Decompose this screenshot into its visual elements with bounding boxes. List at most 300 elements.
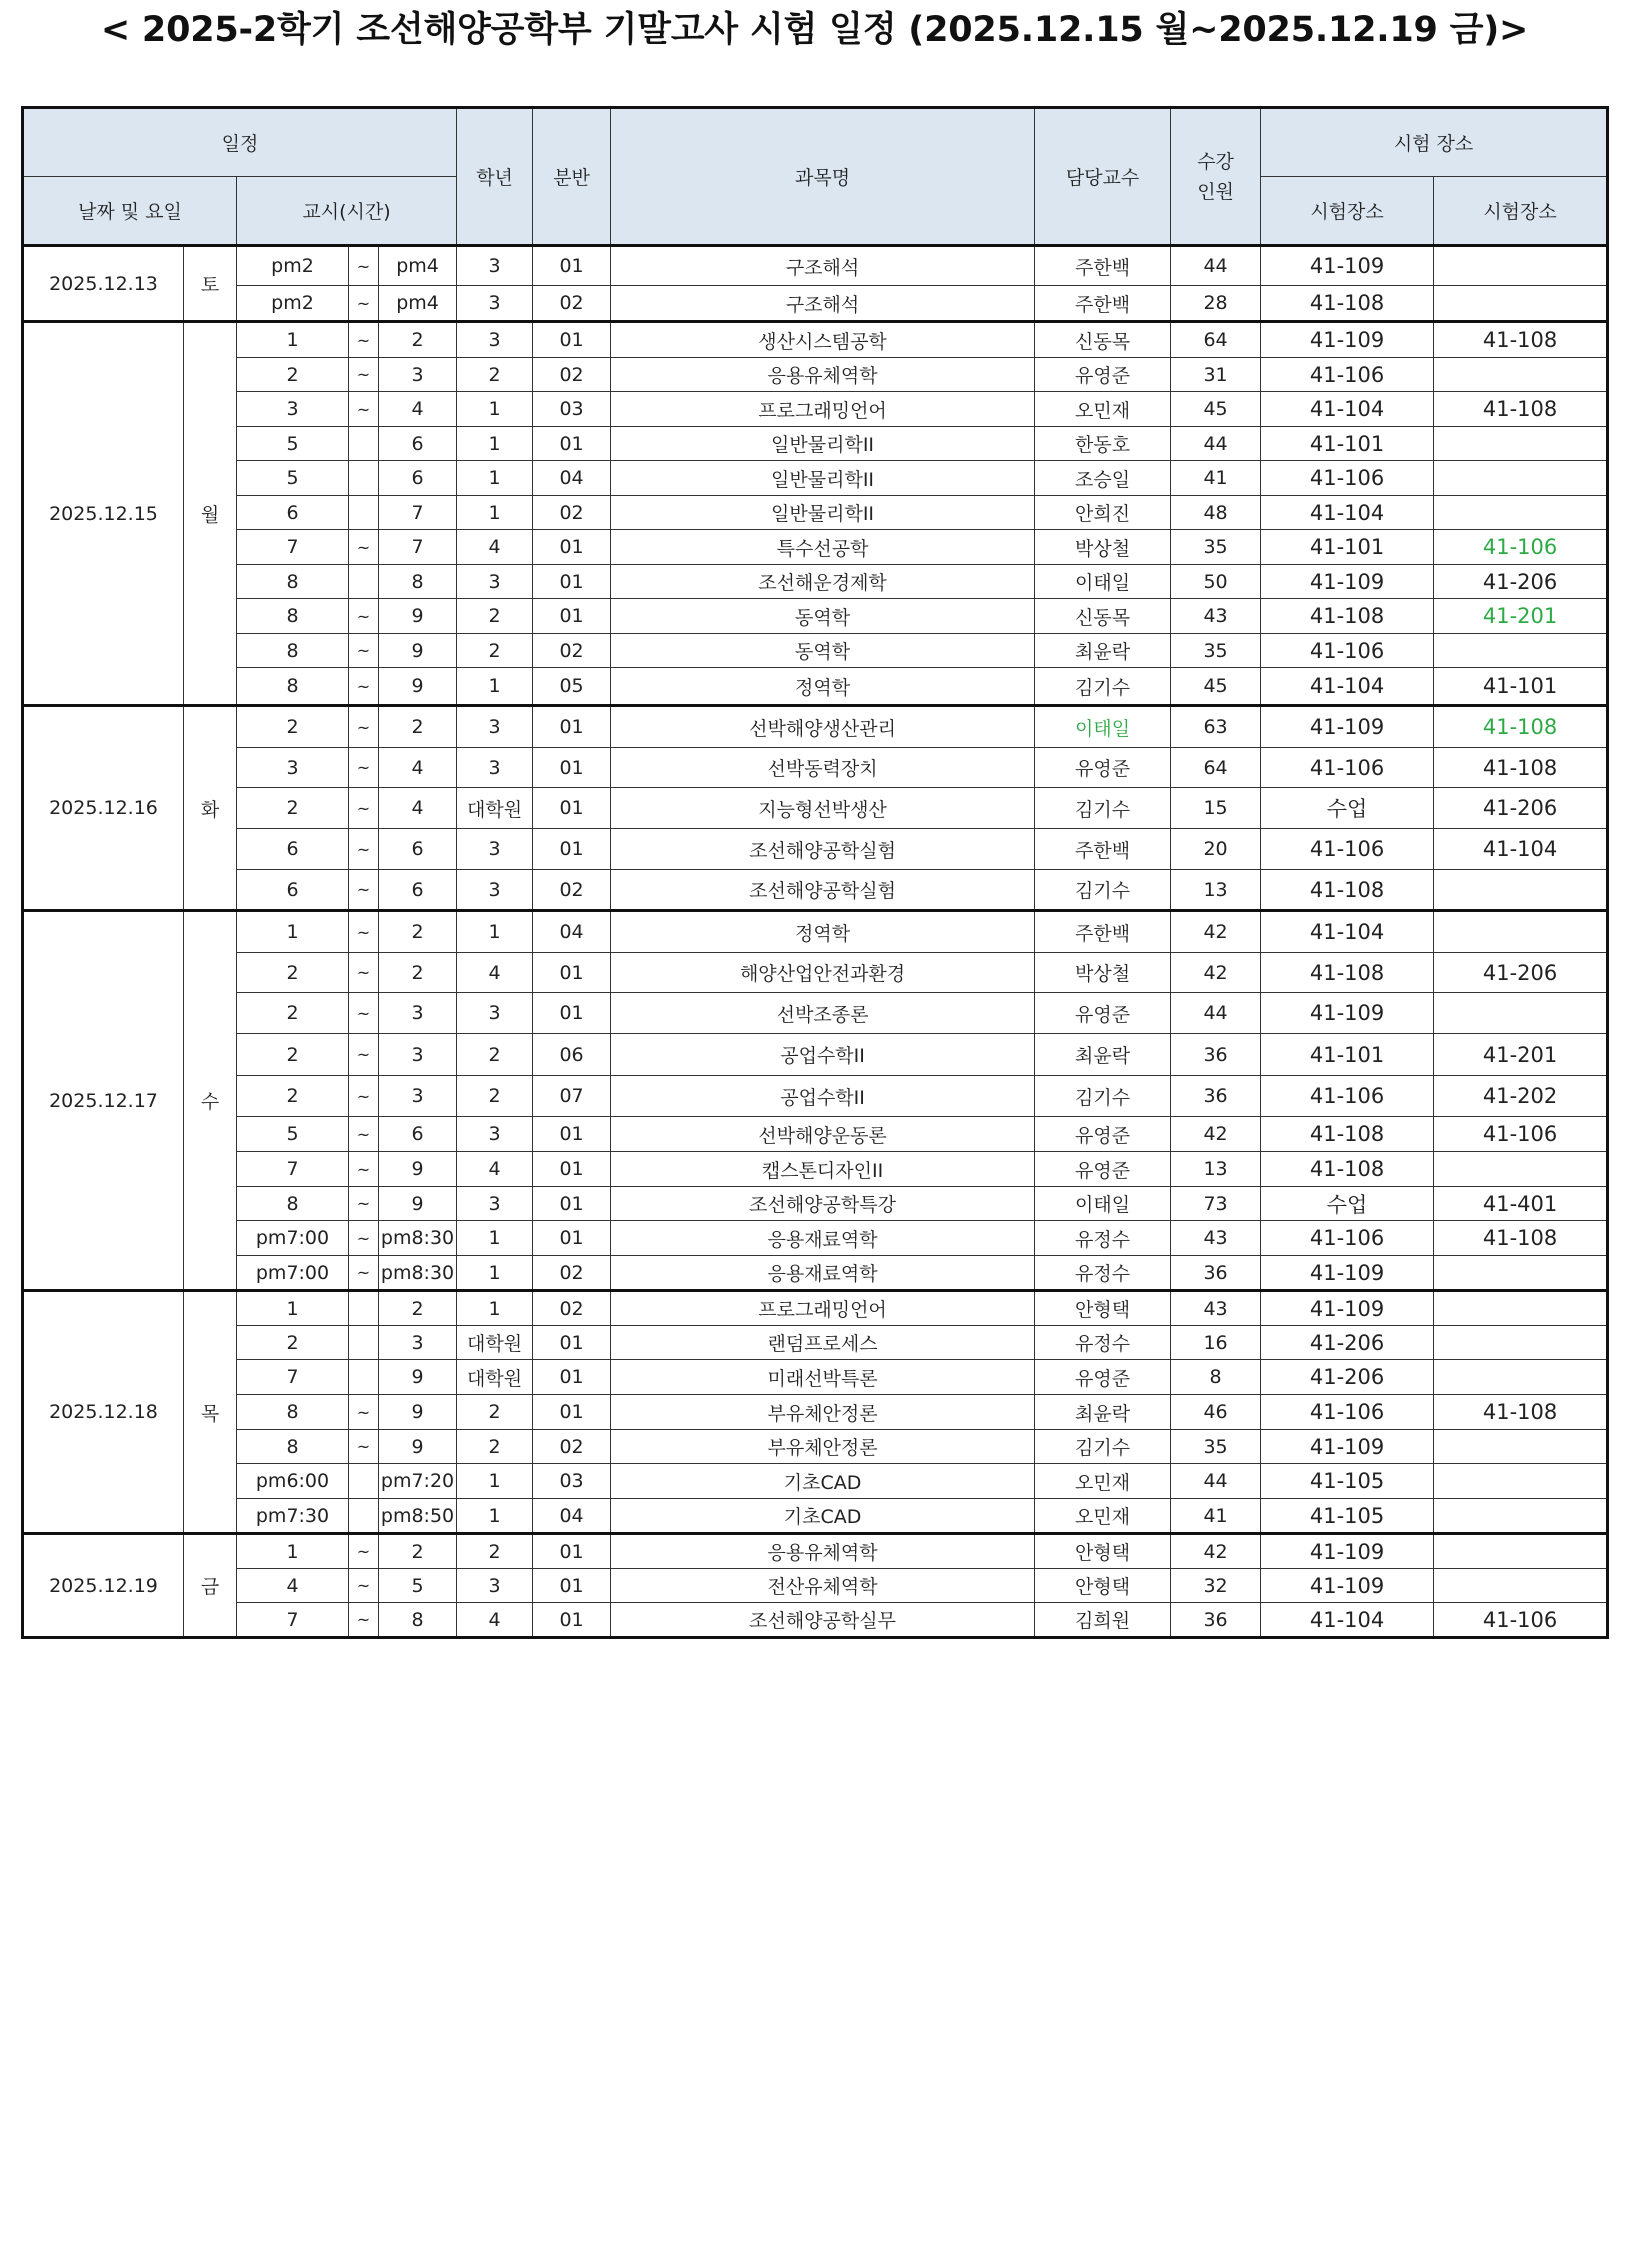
table-row bbox=[23, 1326, 1608, 1360]
enrollment-count: 44 bbox=[1171, 1464, 1261, 1499]
grade-cell: 4 bbox=[457, 1152, 533, 1187]
exam-room-1: 41-106 bbox=[1261, 748, 1434, 788]
section-cell: 04 bbox=[533, 461, 611, 496]
grade-cell: 1 bbox=[457, 668, 533, 706]
exam-room-2 bbox=[1434, 1256, 1608, 1291]
exam-room-2 bbox=[1434, 427, 1608, 461]
period-end: 9 bbox=[379, 1395, 457, 1430]
grade-cell: 2 bbox=[457, 634, 533, 668]
enrollment-count: 8 bbox=[1171, 1360, 1261, 1395]
course-name: 일반물리학II bbox=[611, 496, 1035, 530]
header-enroll: 수강 인원 bbox=[1171, 108, 1261, 246]
course-name: 응용유체역학 bbox=[611, 1534, 1035, 1569]
period-separator: ~ bbox=[349, 286, 379, 322]
section-cell: 07 bbox=[533, 1076, 611, 1117]
section-cell: 01 bbox=[533, 322, 611, 358]
period-start: 2 bbox=[237, 706, 349, 748]
course-name: 구조해석 bbox=[611, 286, 1035, 322]
exam-room-1: 41-109 bbox=[1261, 322, 1434, 358]
period-end: pm7:20 bbox=[379, 1464, 457, 1499]
exam-room-2: 41-106 bbox=[1434, 1603, 1608, 1638]
period-start: 1 bbox=[237, 1291, 349, 1326]
exam-date: 2025.12.17 bbox=[23, 911, 184, 1291]
exam-room-2 bbox=[1434, 1360, 1608, 1395]
exam-room-2: 41-106 bbox=[1434, 530, 1608, 565]
table-row bbox=[23, 392, 1608, 427]
grade-cell: 3 bbox=[457, 322, 533, 358]
exam-room-1: 41-105 bbox=[1261, 1464, 1434, 1499]
professor-name: 박상철 bbox=[1035, 530, 1171, 565]
table-row bbox=[23, 358, 1608, 392]
table-row bbox=[23, 706, 1608, 748]
exam-room-1: 41-108 bbox=[1261, 1152, 1434, 1187]
exam-room-1: 41-106 bbox=[1261, 634, 1434, 668]
table-row bbox=[23, 993, 1608, 1034]
table-row bbox=[23, 953, 1608, 993]
period-separator: ~ bbox=[349, 706, 379, 748]
grade-cell: 3 bbox=[457, 286, 533, 322]
course-name: 선박해양생산관리 bbox=[611, 706, 1035, 748]
table-row bbox=[23, 530, 1608, 565]
grade-cell: 1 bbox=[457, 496, 533, 530]
exam-room-2: 41-108 bbox=[1434, 1395, 1608, 1430]
section-cell: 06 bbox=[533, 1034, 611, 1076]
exam-room-2 bbox=[1434, 358, 1608, 392]
course-name: 조선해운경제학 bbox=[611, 565, 1035, 599]
grade-cell: 3 bbox=[457, 993, 533, 1034]
enrollment-count: 64 bbox=[1171, 322, 1261, 358]
period-end: 3 bbox=[379, 358, 457, 392]
grade-cell: 2 bbox=[457, 1395, 533, 1430]
exam-date: 2025.12.15 bbox=[23, 322, 184, 706]
enrollment-count: 42 bbox=[1171, 911, 1261, 953]
exam-room-1: 41-106 bbox=[1261, 1395, 1434, 1430]
table-row bbox=[23, 599, 1608, 634]
exam-room-1: 41-109 bbox=[1261, 1569, 1434, 1603]
section-cell: 01 bbox=[533, 1603, 611, 1638]
period-end: 9 bbox=[379, 1152, 457, 1187]
exam-room-2: 41-108 bbox=[1434, 1221, 1608, 1256]
enrollment-count: 43 bbox=[1171, 1291, 1261, 1326]
enrollment-count: 36 bbox=[1171, 1076, 1261, 1117]
course-name: 동역학 bbox=[611, 634, 1035, 668]
period-start: pm7:00 bbox=[237, 1221, 349, 1256]
course-name: 일반물리학II bbox=[611, 427, 1035, 461]
professor-name: 오민재 bbox=[1035, 1499, 1171, 1534]
exam-room-2: 41-206 bbox=[1434, 953, 1608, 993]
period-separator bbox=[349, 1326, 379, 1360]
section-cell: 05 bbox=[533, 668, 611, 706]
exam-room-2 bbox=[1434, 1430, 1608, 1464]
professor-name: 안형택 bbox=[1035, 1569, 1171, 1603]
section-cell: 02 bbox=[533, 870, 611, 911]
enrollment-count: 63 bbox=[1171, 706, 1261, 748]
exam-room-1: 41-104 bbox=[1261, 496, 1434, 530]
course-name: 선박동력장치 bbox=[611, 748, 1035, 788]
exam-room-2: 41-108 bbox=[1434, 392, 1608, 427]
period-end: 3 bbox=[379, 1076, 457, 1117]
exam-room-1: 41-106 bbox=[1261, 829, 1434, 870]
course-name: 동역학 bbox=[611, 599, 1035, 634]
exam-weekday: 화 bbox=[184, 706, 237, 911]
professor-name: 김기수 bbox=[1035, 668, 1171, 706]
period-start: 7 bbox=[237, 1152, 349, 1187]
exam-room-2: 41-108 bbox=[1434, 322, 1608, 358]
period-end: pm4 bbox=[379, 286, 457, 322]
professor-name: 유영준 bbox=[1035, 1117, 1171, 1152]
period-end: 8 bbox=[379, 565, 457, 599]
exam-room-1: 수업 bbox=[1261, 1187, 1434, 1221]
period-start: 2 bbox=[237, 788, 349, 829]
enrollment-count: 73 bbox=[1171, 1187, 1261, 1221]
exam-schedule-table bbox=[21, 106, 1609, 1639]
enrollment-count: 44 bbox=[1171, 246, 1261, 286]
course-name: 기초CAD bbox=[611, 1499, 1035, 1534]
period-end: 4 bbox=[379, 788, 457, 829]
period-separator bbox=[349, 461, 379, 496]
professor-name: 유영준 bbox=[1035, 1152, 1171, 1187]
period-separator bbox=[349, 1464, 379, 1499]
course-name: 부유체안정론 bbox=[611, 1395, 1035, 1430]
course-name: 일반물리학II bbox=[611, 461, 1035, 496]
period-separator: ~ bbox=[349, 1569, 379, 1603]
exam-room-1: 41-104 bbox=[1261, 668, 1434, 706]
enrollment-count: 44 bbox=[1171, 993, 1261, 1034]
table-row bbox=[23, 286, 1608, 322]
professor-name: 주한백 bbox=[1035, 246, 1171, 286]
period-end: 9 bbox=[379, 668, 457, 706]
grade-cell: 3 bbox=[457, 1187, 533, 1221]
period-end: 3 bbox=[379, 993, 457, 1034]
table-row bbox=[23, 1534, 1608, 1569]
period-separator: ~ bbox=[349, 634, 379, 668]
exam-room-2: 41-104 bbox=[1434, 829, 1608, 870]
exam-room-1: 41-109 bbox=[1261, 1256, 1434, 1291]
period-end: 2 bbox=[379, 1291, 457, 1326]
period-separator: ~ bbox=[349, 911, 379, 953]
period-start: 7 bbox=[237, 1603, 349, 1638]
period-start: 7 bbox=[237, 1360, 349, 1395]
enrollment-count: 13 bbox=[1171, 1152, 1261, 1187]
section-cell: 01 bbox=[533, 1569, 611, 1603]
period-start: pm7:00 bbox=[237, 1256, 349, 1291]
header-venue-1: 시험장소 bbox=[1261, 177, 1434, 246]
course-name: 선박조종론 bbox=[611, 993, 1035, 1034]
period-separator bbox=[349, 1291, 379, 1326]
period-end: 8 bbox=[379, 1603, 457, 1638]
period-separator bbox=[349, 1360, 379, 1395]
professor-name: 이태일 bbox=[1035, 565, 1171, 599]
section-cell: 01 bbox=[533, 953, 611, 993]
grade-cell: 1 bbox=[457, 1256, 533, 1291]
period-end: 6 bbox=[379, 870, 457, 911]
period-end: pm8:30 bbox=[379, 1221, 457, 1256]
exam-room-2: 41-201 bbox=[1434, 599, 1608, 634]
professor-name: 주한백 bbox=[1035, 286, 1171, 322]
period-start: 2 bbox=[237, 953, 349, 993]
grade-cell: 1 bbox=[457, 911, 533, 953]
section-cell: 01 bbox=[533, 1360, 611, 1395]
course-name: 조선해양공학특강 bbox=[611, 1187, 1035, 1221]
period-separator: ~ bbox=[349, 322, 379, 358]
enrollment-count: 45 bbox=[1171, 392, 1261, 427]
section-cell: 01 bbox=[533, 993, 611, 1034]
course-name: 응용재료역학 bbox=[611, 1221, 1035, 1256]
exam-date: 2025.12.16 bbox=[23, 706, 184, 911]
professor-name: 조승일 bbox=[1035, 461, 1171, 496]
period-start: 6 bbox=[237, 870, 349, 911]
period-end: 4 bbox=[379, 748, 457, 788]
exam-room-2 bbox=[1434, 1152, 1608, 1187]
period-start: pm7:30 bbox=[237, 1499, 349, 1534]
period-end: 7 bbox=[379, 530, 457, 565]
course-name: 기초CAD bbox=[611, 1464, 1035, 1499]
period-start: 2 bbox=[237, 1034, 349, 1076]
period-start: pm2 bbox=[237, 286, 349, 322]
exam-room-2 bbox=[1434, 1569, 1608, 1603]
exam-weekday: 월 bbox=[184, 322, 237, 706]
exam-room-1: 41-206 bbox=[1261, 1326, 1434, 1360]
section-cell: 01 bbox=[533, 1187, 611, 1221]
exam-weekday: 수 bbox=[184, 911, 237, 1291]
exam-room-2: 41-106 bbox=[1434, 1117, 1608, 1152]
exam-room-1: 수업 bbox=[1261, 788, 1434, 829]
period-start: 5 bbox=[237, 427, 349, 461]
period-separator: ~ bbox=[349, 1395, 379, 1430]
enrollment-count: 36 bbox=[1171, 1256, 1261, 1291]
exam-room-2 bbox=[1434, 496, 1608, 530]
professor-name: 신동목 bbox=[1035, 599, 1171, 634]
exam-room-2: 41-206 bbox=[1434, 565, 1608, 599]
header-section: 분반 bbox=[533, 108, 611, 246]
section-cell: 04 bbox=[533, 911, 611, 953]
grade-cell: 3 bbox=[457, 1569, 533, 1603]
period-separator: ~ bbox=[349, 1152, 379, 1187]
period-separator bbox=[349, 565, 379, 599]
exam-room-1: 41-106 bbox=[1261, 1221, 1434, 1256]
table-row bbox=[23, 246, 1608, 286]
period-separator: ~ bbox=[349, 870, 379, 911]
period-start: 2 bbox=[237, 1076, 349, 1117]
course-name: 캡스톤디자인II bbox=[611, 1152, 1035, 1187]
exam-room-2: 41-108 bbox=[1434, 706, 1608, 748]
enrollment-count: 28 bbox=[1171, 286, 1261, 322]
grade-cell: 3 bbox=[457, 1117, 533, 1152]
period-separator: ~ bbox=[349, 358, 379, 392]
enrollment-count: 43 bbox=[1171, 1221, 1261, 1256]
exam-room-1: 41-105 bbox=[1261, 1499, 1434, 1534]
professor-name: 유정수 bbox=[1035, 1256, 1171, 1291]
period-end: 6 bbox=[379, 427, 457, 461]
period-separator: ~ bbox=[349, 829, 379, 870]
exam-room-1: 41-101 bbox=[1261, 1034, 1434, 1076]
period-start: 7 bbox=[237, 530, 349, 565]
section-cell: 02 bbox=[533, 634, 611, 668]
exam-room-1: 41-109 bbox=[1261, 565, 1434, 599]
table-row bbox=[23, 427, 1608, 461]
section-cell: 04 bbox=[533, 1499, 611, 1534]
period-end: 9 bbox=[379, 1187, 457, 1221]
grade-cell: 4 bbox=[457, 1603, 533, 1638]
table-row bbox=[23, 1187, 1608, 1221]
table-row bbox=[23, 461, 1608, 496]
grade-cell: 2 bbox=[457, 1430, 533, 1464]
exam-room-2 bbox=[1434, 246, 1608, 286]
period-start: 2 bbox=[237, 358, 349, 392]
table-row bbox=[23, 496, 1608, 530]
grade-cell: 2 bbox=[457, 599, 533, 634]
professor-name: 오민재 bbox=[1035, 392, 1171, 427]
enrollment-count: 16 bbox=[1171, 1326, 1261, 1360]
period-start: 3 bbox=[237, 392, 349, 427]
exam-room-1: 41-108 bbox=[1261, 953, 1434, 993]
section-cell: 01 bbox=[533, 246, 611, 286]
professor-name: 김기수 bbox=[1035, 870, 1171, 911]
period-end: pm8:30 bbox=[379, 1256, 457, 1291]
period-start: 8 bbox=[237, 565, 349, 599]
course-name: 특수선공학 bbox=[611, 530, 1035, 565]
table-row bbox=[23, 1430, 1608, 1464]
exam-room-1: 41-108 bbox=[1261, 599, 1434, 634]
grade-cell: 1 bbox=[457, 1221, 533, 1256]
table-row bbox=[23, 1076, 1608, 1117]
period-start: 6 bbox=[237, 496, 349, 530]
grade-cell: 대학원 bbox=[457, 1360, 533, 1395]
table-row bbox=[23, 870, 1608, 911]
professor-name: 유정수 bbox=[1035, 1221, 1171, 1256]
exam-date: 2025.12.19 bbox=[23, 1534, 184, 1638]
table-row bbox=[23, 1603, 1608, 1638]
enrollment-count: 43 bbox=[1171, 599, 1261, 634]
period-separator: ~ bbox=[349, 1430, 379, 1464]
period-start: 2 bbox=[237, 1326, 349, 1360]
professor-name: 최윤락 bbox=[1035, 1395, 1171, 1430]
enrollment-count: 64 bbox=[1171, 748, 1261, 788]
period-end: 9 bbox=[379, 1430, 457, 1464]
course-name: 지능형선박생산 bbox=[611, 788, 1035, 829]
exam-room-2 bbox=[1434, 993, 1608, 1034]
period-end: 3 bbox=[379, 1326, 457, 1360]
exam-room-1: 41-101 bbox=[1261, 427, 1434, 461]
exam-weekday: 토 bbox=[184, 246, 237, 322]
exam-room-2 bbox=[1434, 286, 1608, 322]
grade-cell: 대학원 bbox=[457, 788, 533, 829]
course-name: 응용재료역학 bbox=[611, 1256, 1035, 1291]
period-separator: ~ bbox=[349, 788, 379, 829]
exam-room-2: 41-202 bbox=[1434, 1076, 1608, 1117]
period-start: 8 bbox=[237, 668, 349, 706]
exam-room-2 bbox=[1434, 1499, 1608, 1534]
grade-cell: 3 bbox=[457, 829, 533, 870]
section-cell: 01 bbox=[533, 1152, 611, 1187]
professor-name: 안형택 bbox=[1035, 1291, 1171, 1326]
professor-name: 주한백 bbox=[1035, 911, 1171, 953]
section-cell: 02 bbox=[533, 1256, 611, 1291]
table-row bbox=[23, 1117, 1608, 1152]
header-date-day: 날짜 및 요일 bbox=[23, 177, 237, 246]
header-venue-2: 시험장소 bbox=[1434, 177, 1608, 246]
exam-room-1: 41-109 bbox=[1261, 1291, 1434, 1326]
exam-room-1: 41-101 bbox=[1261, 530, 1434, 565]
table-row bbox=[23, 1221, 1608, 1256]
table-row bbox=[23, 829, 1608, 870]
section-cell: 01 bbox=[533, 1534, 611, 1569]
period-separator: ~ bbox=[349, 392, 379, 427]
professor-name: 이태일 bbox=[1035, 706, 1171, 748]
section-cell: 01 bbox=[533, 1221, 611, 1256]
enrollment-count: 48 bbox=[1171, 496, 1261, 530]
period-start: pm6:00 bbox=[237, 1464, 349, 1499]
course-name: 구조해석 bbox=[611, 246, 1035, 286]
enrollment-count: 35 bbox=[1171, 530, 1261, 565]
exam-room-2 bbox=[1434, 1534, 1608, 1569]
grade-cell: 2 bbox=[457, 1076, 533, 1117]
period-separator: ~ bbox=[349, 1034, 379, 1076]
period-start: 5 bbox=[237, 1117, 349, 1152]
section-cell: 02 bbox=[533, 1430, 611, 1464]
exam-room-1: 41-108 bbox=[1261, 286, 1434, 322]
course-name: 조선해양공학실험 bbox=[611, 829, 1035, 870]
enrollment-count: 50 bbox=[1171, 565, 1261, 599]
grade-cell: 대학원 bbox=[457, 1326, 533, 1360]
period-start: 1 bbox=[237, 911, 349, 953]
professor-name: 유영준 bbox=[1035, 358, 1171, 392]
period-end: 6 bbox=[379, 461, 457, 496]
course-name: 랜덤프로세스 bbox=[611, 1326, 1035, 1360]
exam-weekday: 금 bbox=[184, 1534, 237, 1638]
section-cell: 02 bbox=[533, 358, 611, 392]
grade-cell: 1 bbox=[457, 427, 533, 461]
course-name: 정역학 bbox=[611, 911, 1035, 953]
period-separator: ~ bbox=[349, 1187, 379, 1221]
exam-room-2 bbox=[1434, 634, 1608, 668]
section-cell: 02 bbox=[533, 496, 611, 530]
period-start: 1 bbox=[237, 322, 349, 358]
section-cell: 01 bbox=[533, 1117, 611, 1152]
grade-cell: 3 bbox=[457, 870, 533, 911]
exam-room-1: 41-104 bbox=[1261, 1603, 1434, 1638]
enrollment-count: 45 bbox=[1171, 668, 1261, 706]
exam-room-1: 41-206 bbox=[1261, 1360, 1434, 1395]
enrollment-count: 42 bbox=[1171, 953, 1261, 993]
exam-room-1: 41-109 bbox=[1261, 993, 1434, 1034]
section-cell: 01 bbox=[533, 706, 611, 748]
section-cell: 01 bbox=[533, 565, 611, 599]
exam-room-2 bbox=[1434, 461, 1608, 496]
period-end: 6 bbox=[379, 1117, 457, 1152]
professor-name: 유영준 bbox=[1035, 748, 1171, 788]
table-row bbox=[23, 1034, 1608, 1076]
course-name: 전산유체역학 bbox=[611, 1569, 1035, 1603]
section-cell: 01 bbox=[533, 1326, 611, 1360]
course-name: 부유체안정론 bbox=[611, 1430, 1035, 1464]
exam-room-1: 41-108 bbox=[1261, 870, 1434, 911]
exam-room-2 bbox=[1434, 911, 1608, 953]
period-start: 3 bbox=[237, 748, 349, 788]
enrollment-count: 36 bbox=[1171, 1603, 1261, 1638]
enrollment-count: 13 bbox=[1171, 870, 1261, 911]
professor-name: 유영준 bbox=[1035, 1360, 1171, 1395]
exam-room-2 bbox=[1434, 870, 1608, 911]
exam-room-2: 41-101 bbox=[1434, 668, 1608, 706]
professor-name: 이태일 bbox=[1035, 1187, 1171, 1221]
table-row bbox=[23, 1360, 1608, 1395]
course-name: 정역학 bbox=[611, 668, 1035, 706]
period-end: 9 bbox=[379, 1360, 457, 1395]
grade-cell: 4 bbox=[457, 530, 533, 565]
table-row bbox=[23, 634, 1608, 668]
section-cell: 02 bbox=[533, 1291, 611, 1326]
